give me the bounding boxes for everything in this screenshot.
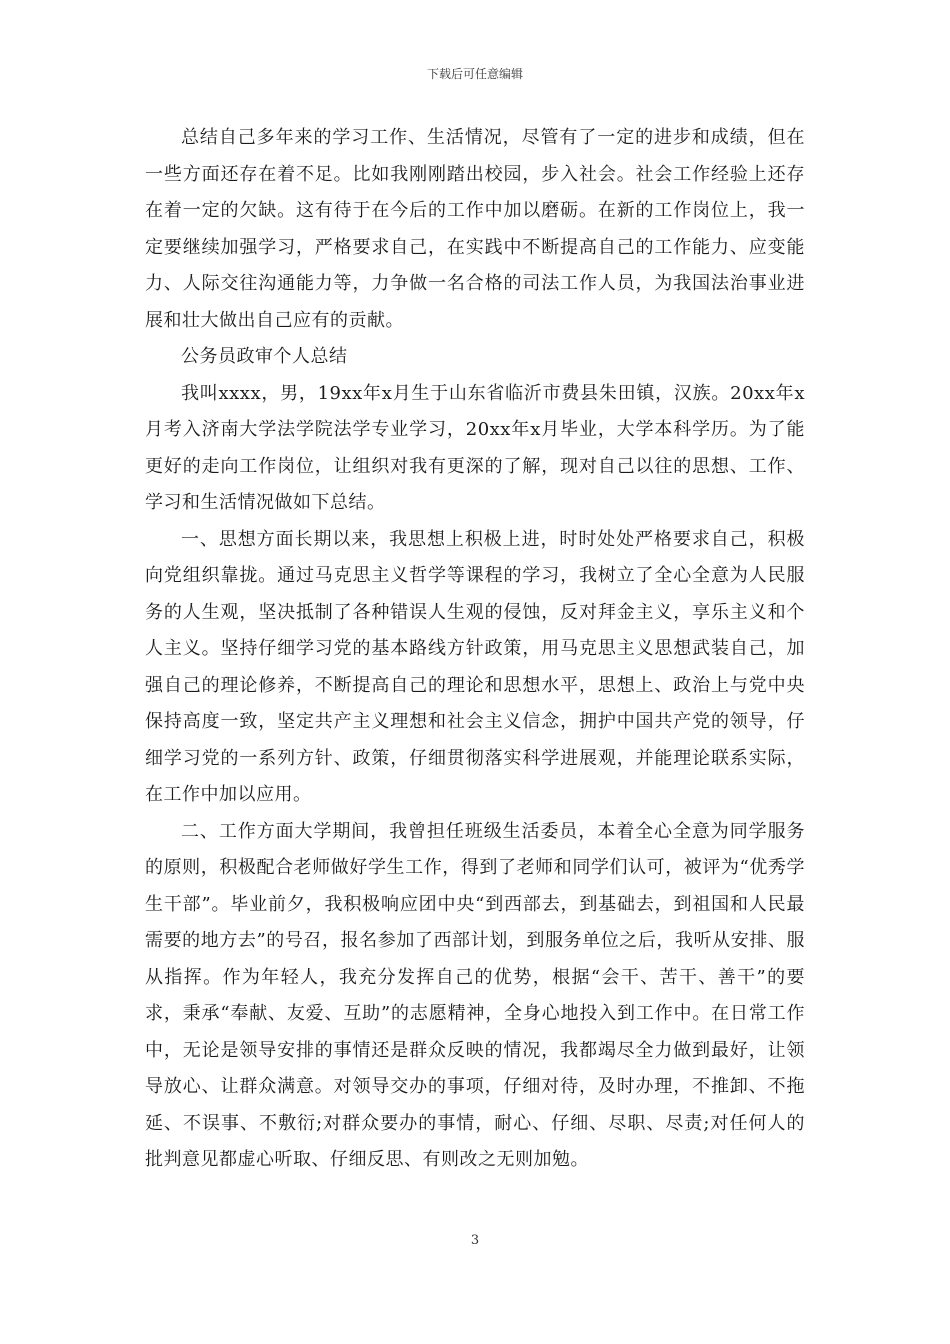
section-title: 公务员政审个人总结: [181, 346, 348, 367]
document-body: [145, 120, 805, 1179]
paragraph-intro: 我叫xxxx，男，19xx年x月生于山东省临沂市费县朱田镇，汉族。20xx年x月考入济南大学法学院法学专业学习，20xx年x月毕业，大学本科学历。为了能更好的走向工作岗位，让组织对我有更深的了解，现对自己以往的思想、工作、学习和生活情况做如下总结。: [145, 382, 805, 513]
paragraph-work: 二、工作方面大学期间，我曾担任班级生活委员，本着全心全意为同学服务的原则，积极配合老师做好学生工作，得到了老师和同学们认可，被评为“优秀学生干部”。毕业前夕，我积极响应团中央“到西部去，到基础去，到祖国和人民最需要的地方去”的号召，报名参加了西部计划，到服务单位之后，我听从安排、服从指挥。作为年轻人，我充分发挥自己的优势，根据“会干、苦干、善干”的要求，秉承“奉献、友爱、互助”的志愿精神，全身心地投入到工作中。在日常工作中，无论是领导安排的事情还是群众反映的情况，我都竭尽全力做到最好，让领导放心、让群众满意。对领导交办的事项，仔细对待，及时办理，不推卸、不拖延、不误事、不敷衍;对群众要办的事情，耐心、仔细、尽职、尽责;对任何人的批判意见都虚心听取、仔细反思、有则改之无则加勉。: [145, 820, 805, 1170]
paragraph-summary: 总结自己多年来的学习工作、生活情况，尽管有了一定的进步和成绩，但在一些方面还存在着不足。比如我刚刚踏出校园，步入社会。社会工作经验上还存在着一定的欠缺。这有待于在今后的工作中加以磨砺。在新的工作岗位上，我一定要继续加强学习，严格要求自己，在实践中不断提高自己的工作能力、应变能力、人际交往沟通能力等，力争做一名合格的司法工作人员，为我国法治事业进展和壮大做出自己应有的贡献。: [145, 127, 805, 331]
page-number: 3: [470, 1233, 480, 1248]
paragraph-ideology: 一、思想方面长期以来，我思想上积极上进，时时处处严格要求自己，积极向党组织靠拢。通过马克思主义哲学等课程的学习，我树立了全心全意为人民服务的人生观，坚决抵制了各种错误人生观的侵蚀，反对拜金主义，享乐主义和个人主义。坚持仔细学习党的基本路线方针政策，用马克思主义思想武装自己，加强自己的理论修养，不断提高自己的理论和思想水平，思想上、政治上与党中央保持高度一致，坚定共产主义理想和社会主义信念，拥护中国共产党的领导，仔细学习党的一系列方针、政策，仔细贯彻落实科学进展观，并能理论联系实际，在工作中加以应用。: [145, 528, 805, 805]
page-header: 下载后可任意编辑: [426, 67, 523, 81]
